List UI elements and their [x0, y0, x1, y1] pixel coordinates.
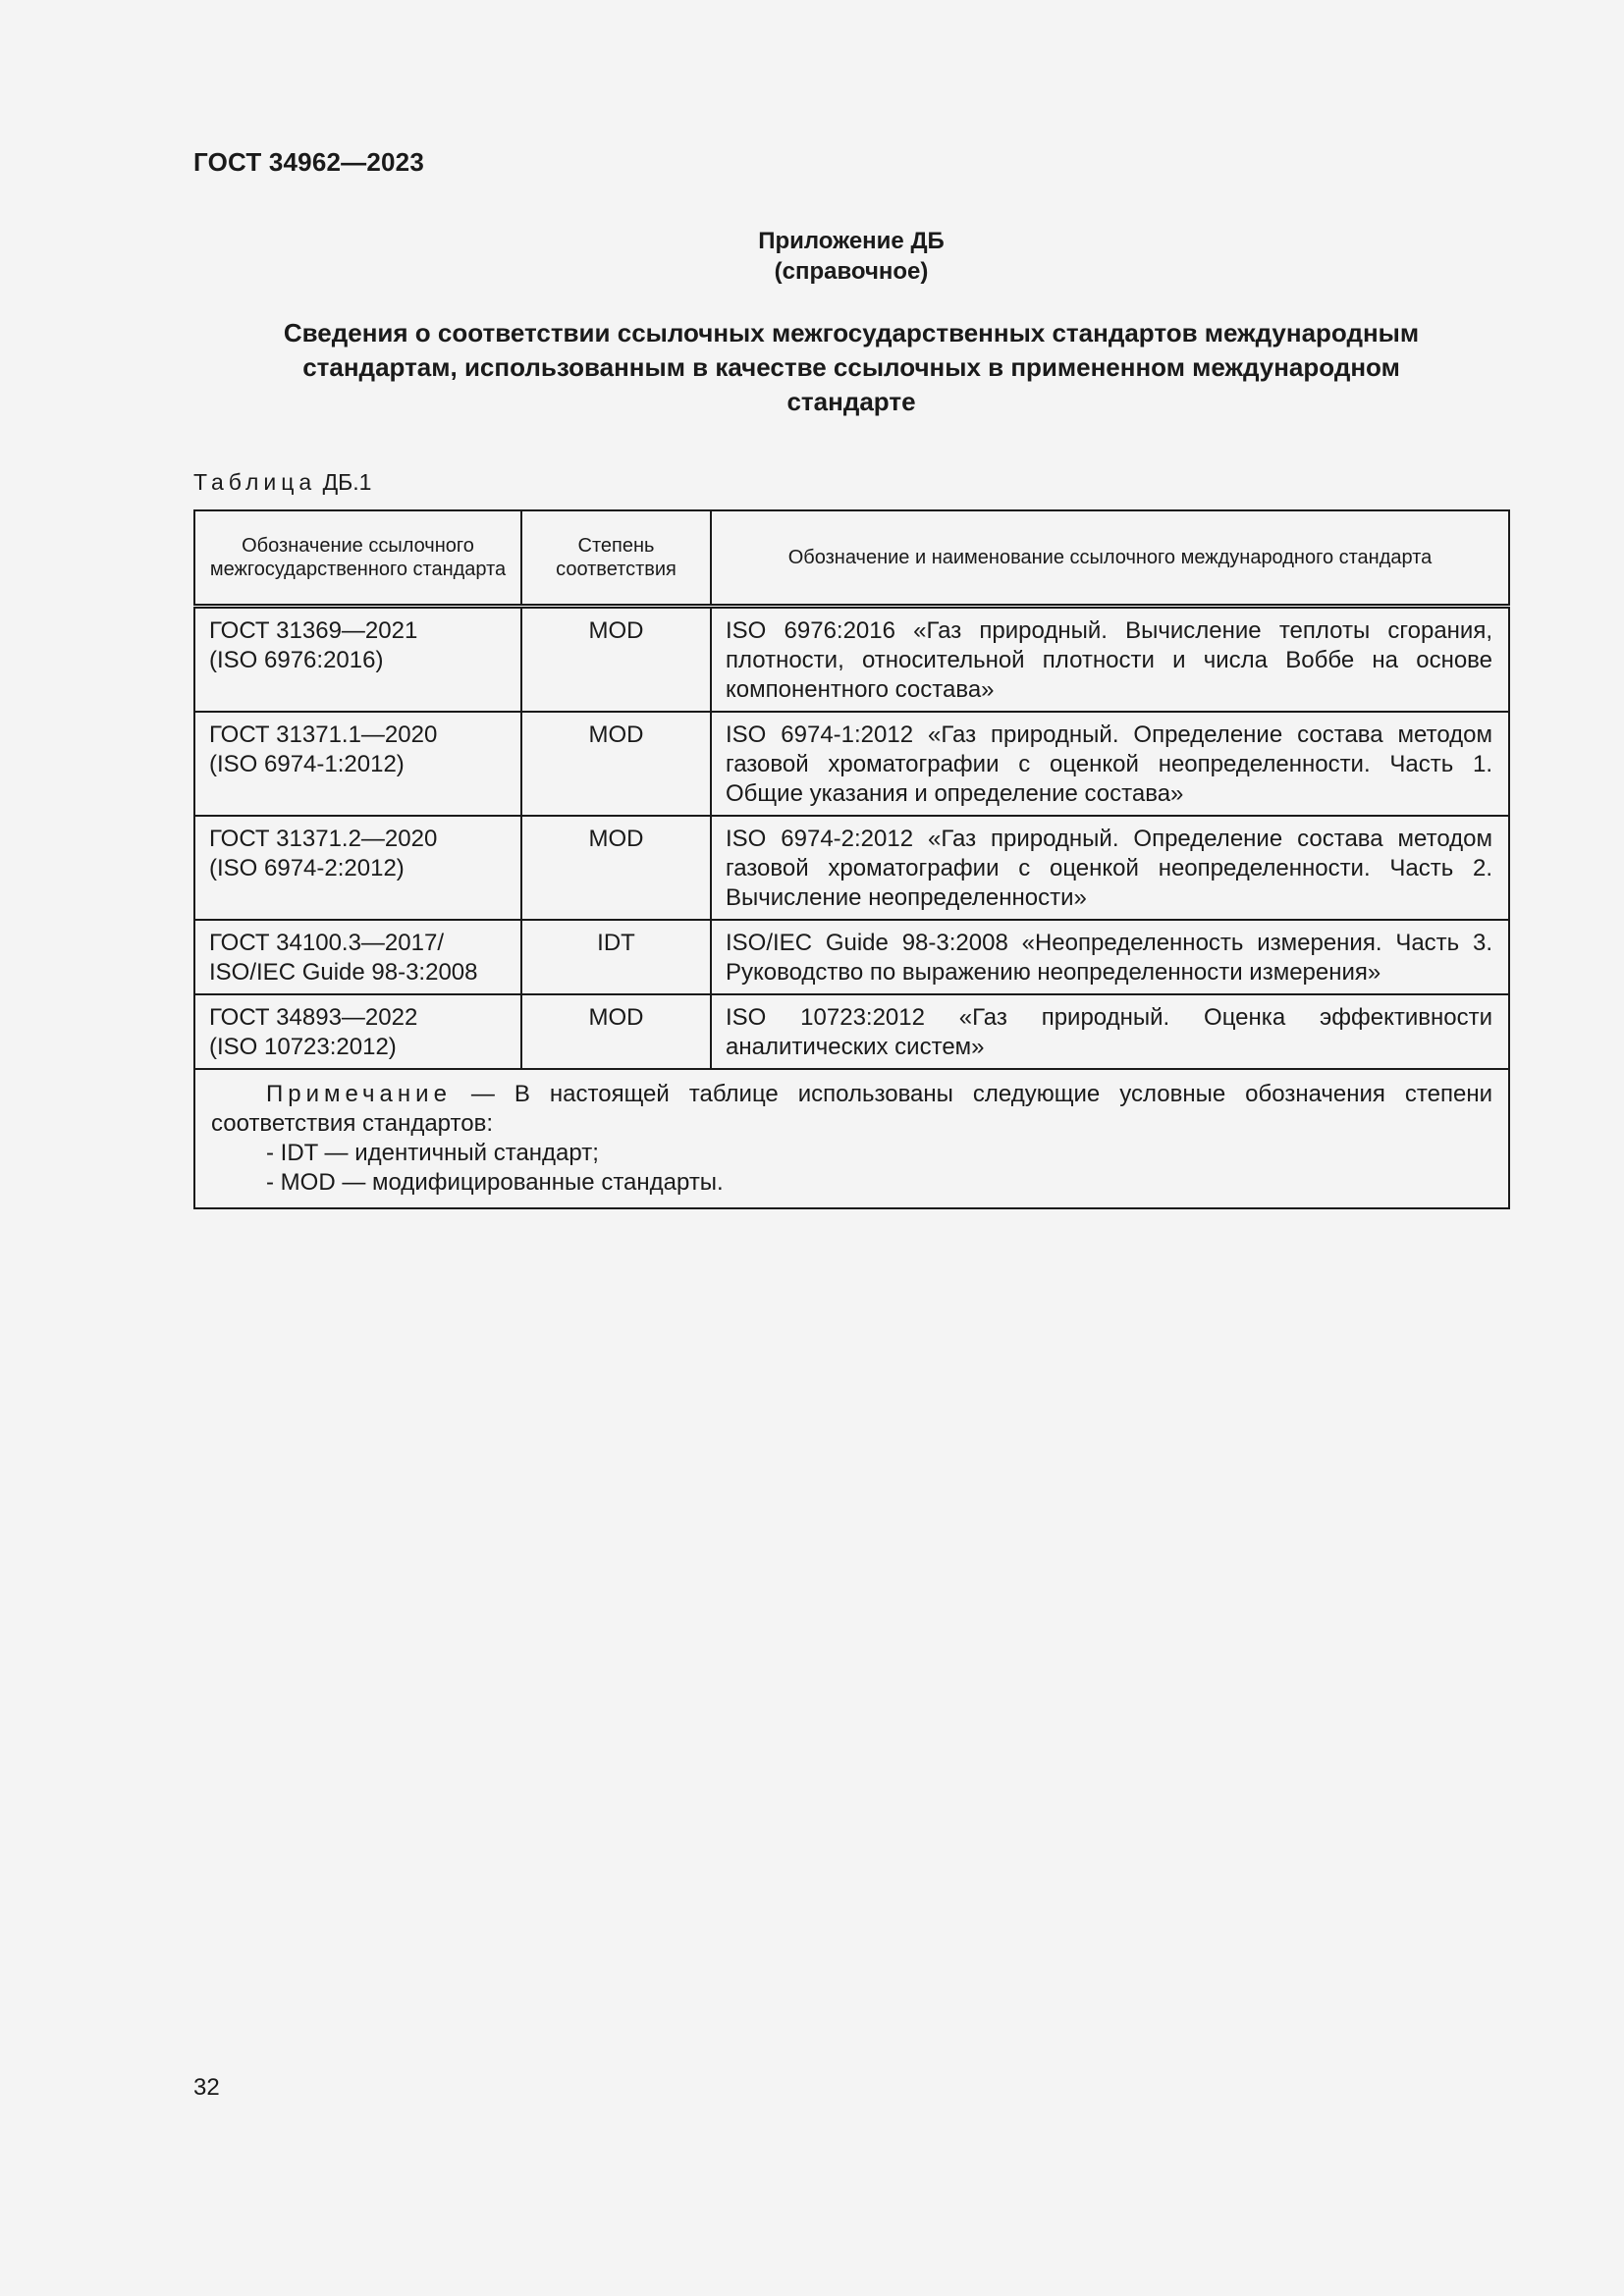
standard-cell: [194, 816, 521, 920]
standard-equivalent: (ISO 6976:2016): [209, 647, 384, 673]
degree-cell: MOD: [521, 607, 711, 713]
section-title-line: стандарте: [786, 387, 916, 416]
description-cell: ISO 6974-2:2012 «Газ природный. Определение состава методом газовой хроматографии с оценкой неопределенности. Часть 2. Вычисление неопределенности»: [711, 816, 1509, 920]
description-cell: ISO/IEC Guide 98-3:2008 «Неопределенность измерения. Часть 3. Руководство по выражению неопределенности измерения»: [711, 920, 1509, 994]
table-row: [194, 994, 1509, 1069]
table-caption-number: ДБ.1: [322, 469, 372, 495]
reference-standards-table: [193, 509, 1510, 1209]
degree-cell: MOD: [521, 994, 711, 1069]
table-row: [194, 607, 1509, 713]
standard-cell: [194, 607, 521, 713]
standard-designation: ГОСТ 31371.1—2020: [209, 721, 438, 748]
standard-designation: ГОСТ 34893—2022: [209, 1004, 418, 1031]
table-note-row: [194, 1069, 1509, 1208]
table-caption: [193, 469, 371, 496]
table-row: [194, 816, 1509, 920]
degree-cell: IDT: [521, 920, 711, 994]
note-item: - MOD — модифицированные стандарты.: [266, 1169, 724, 1196]
document-header: ГОСТ 34962—2023: [193, 147, 424, 177]
table-row: [194, 920, 1509, 994]
note-label: Примечание: [266, 1081, 452, 1107]
description-cell: ISO 6976:2016 «Газ природный. Вычисление теплоты сгорания, плотности, относительной плотности и числа Воббе на основе компонентного состава»: [711, 607, 1509, 713]
degree-cell: MOD: [521, 712, 711, 816]
page-number: 32: [193, 2074, 220, 2101]
header-degree: Степень соответствия: [521, 510, 711, 607]
degree-cell: MOD: [521, 816, 711, 920]
standard-equivalent: (ISO 6974-2:2012): [209, 855, 405, 881]
header-interstate-standard: Обозначение ссылочного межгосударственного стандарта: [194, 510, 521, 607]
section-title-line: Сведения о соответствии ссылочных межгосударственных стандартов международным: [283, 318, 1420, 347]
header-international-standard: Обозначение и наименование ссылочного международного стандарта: [711, 510, 1509, 607]
annex-title: Приложение ДБ: [758, 228, 945, 254]
table-row: [194, 712, 1509, 816]
standard-designation: ГОСТ 34100.3—2017/: [209, 930, 444, 956]
standard-cell: [194, 712, 521, 816]
annex-heading: [193, 226, 1509, 287]
description-cell: ISO 6974-1:2012 «Газ природный. Определение состава методом газовой хроматографии с оценкой неопределенности. Часть 1. Общие указания и определение состава»: [711, 712, 1509, 816]
standard-designation: ГОСТ 31371.2—2020: [209, 826, 438, 852]
standard-equivalent: ISO/IEC Guide 98-3:2008: [209, 959, 478, 986]
description-cell: ISO 10723:2012 «Газ природный. Оценка эффективности аналитических систем»: [711, 994, 1509, 1069]
section-title: [193, 316, 1509, 419]
standard-designation: ГОСТ 31369—2021: [209, 617, 418, 644]
standard-equivalent: (ISO 6974-1:2012): [209, 751, 405, 777]
standard-equivalent: (ISO 10723:2012): [209, 1034, 397, 1060]
table-header-row: [194, 510, 1509, 607]
table-note: [194, 1069, 1509, 1208]
note-text: — В настоящей таблице использованы следующие условные обозначения степени соответствия стандартов:: [211, 1081, 1492, 1137]
standard-cell: [194, 994, 521, 1069]
standard-cell: [194, 920, 521, 994]
note-item: - IDT — идентичный стандарт;: [266, 1140, 599, 1166]
annex-type: (справочное): [774, 258, 929, 285]
section-title-line: стандартам, использованным в качестве ссылочных в примененном международном: [302, 352, 1400, 382]
table-caption-label: Таблица: [193, 469, 317, 495]
